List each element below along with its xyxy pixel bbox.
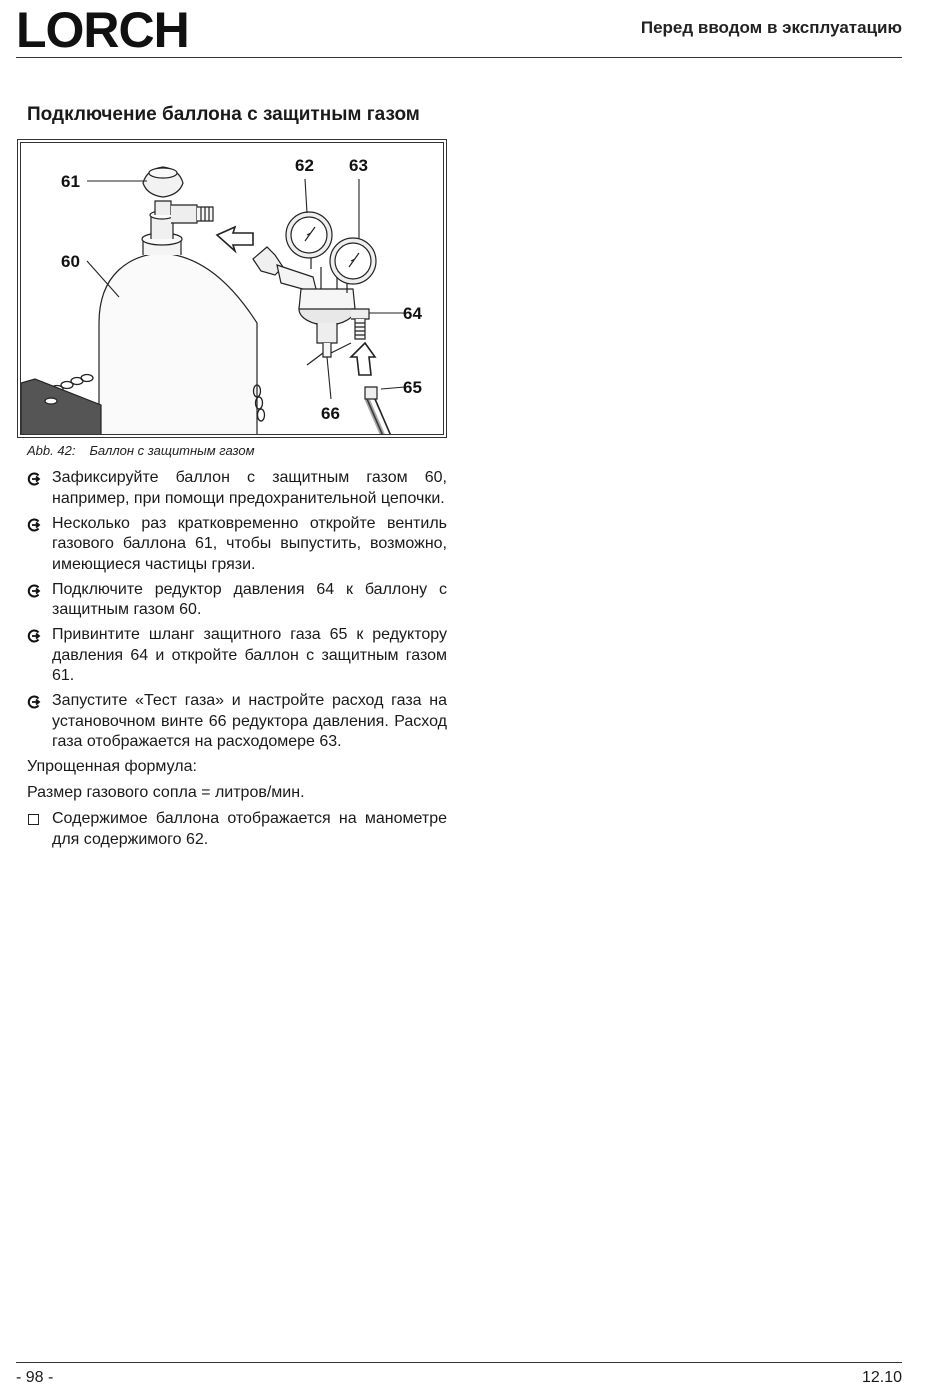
cylinder-body — [99, 253, 257, 435]
label-60: 60 — [61, 252, 80, 271]
note-text: Содержимое баллона отображается на манометре для содержимого 62. — [52, 810, 447, 848]
step-text: Привинтите шланг защитного газа 65 к редуктору давления 64 и откройте баллон с защитным газом 61. — [52, 626, 447, 684]
step-text: Запустите «Тест газа» и настройте расход газа на установочном винте 66 редуктора давления. Расход газа отображается на расходомере 63. — [52, 692, 447, 750]
label-65: 65 — [403, 378, 422, 397]
checkbox-icon — [28, 814, 39, 825]
footer-divider — [16, 1362, 902, 1363]
arrow-circle-icon — [27, 518, 41, 532]
arrow-circle-icon — [27, 584, 41, 598]
label-62: 62 — [295, 156, 314, 175]
gas-cylinder-illustration — [21, 143, 444, 435]
step-2 — [27, 514, 447, 576]
step-text: Подключите редуктор давления 64 к баллону с защитным газом 60. — [52, 580, 447, 618]
formula-label: Упрощенная формула: — [27, 758, 197, 775]
step-text: Несколько раз кратковременно откройте вентиль газового баллона 61, чтобы выпустить, возможно, имеющиеся частицы грязи. — [52, 514, 447, 573]
document-version: 12.10 — [861, 1369, 902, 1386]
label-61: 61 — [61, 172, 80, 191]
lorch-logo: LORCH — [16, 2, 189, 58]
page-number: - 98 - — [16, 1369, 54, 1386]
arrow-circle-icon — [27, 629, 41, 643]
section-header: Перед вводом в эксплуатацию — [640, 18, 902, 37]
page-title: Подключение баллона с защитным газом — [27, 104, 420, 125]
wall-bracket — [21, 379, 101, 435]
step-4 — [27, 625, 447, 687]
step-text: Зафиксируйте баллон с защитным газом 60, например, при помощи предохранительной цепочки. — [52, 469, 447, 507]
header-divider — [16, 57, 902, 58]
step-1 — [27, 468, 447, 509]
step-5 — [27, 691, 447, 753]
step-3 — [27, 580, 447, 621]
connection-arrow-lower — [351, 343, 375, 375]
content-gauge — [286, 212, 332, 269]
connection-arrow-upper — [217, 227, 253, 251]
formula: Размер газового сопла = литров/мин. — [27, 784, 305, 801]
instructions — [27, 468, 447, 855]
label-66: 66 — [321, 404, 340, 423]
label-63: 63 — [349, 156, 368, 175]
caption-number: Abb. 42: — [27, 443, 76, 458]
figure-gas-cylinder — [17, 139, 447, 438]
figure-caption — [27, 443, 255, 458]
caption-text: Баллон с защитным газом — [89, 443, 255, 458]
label-64: 64 — [403, 304, 422, 323]
arrow-circle-icon — [27, 472, 41, 486]
arrow-circle-icon — [27, 695, 41, 709]
result-note — [27, 809, 447, 850]
gas-hose — [365, 387, 391, 435]
